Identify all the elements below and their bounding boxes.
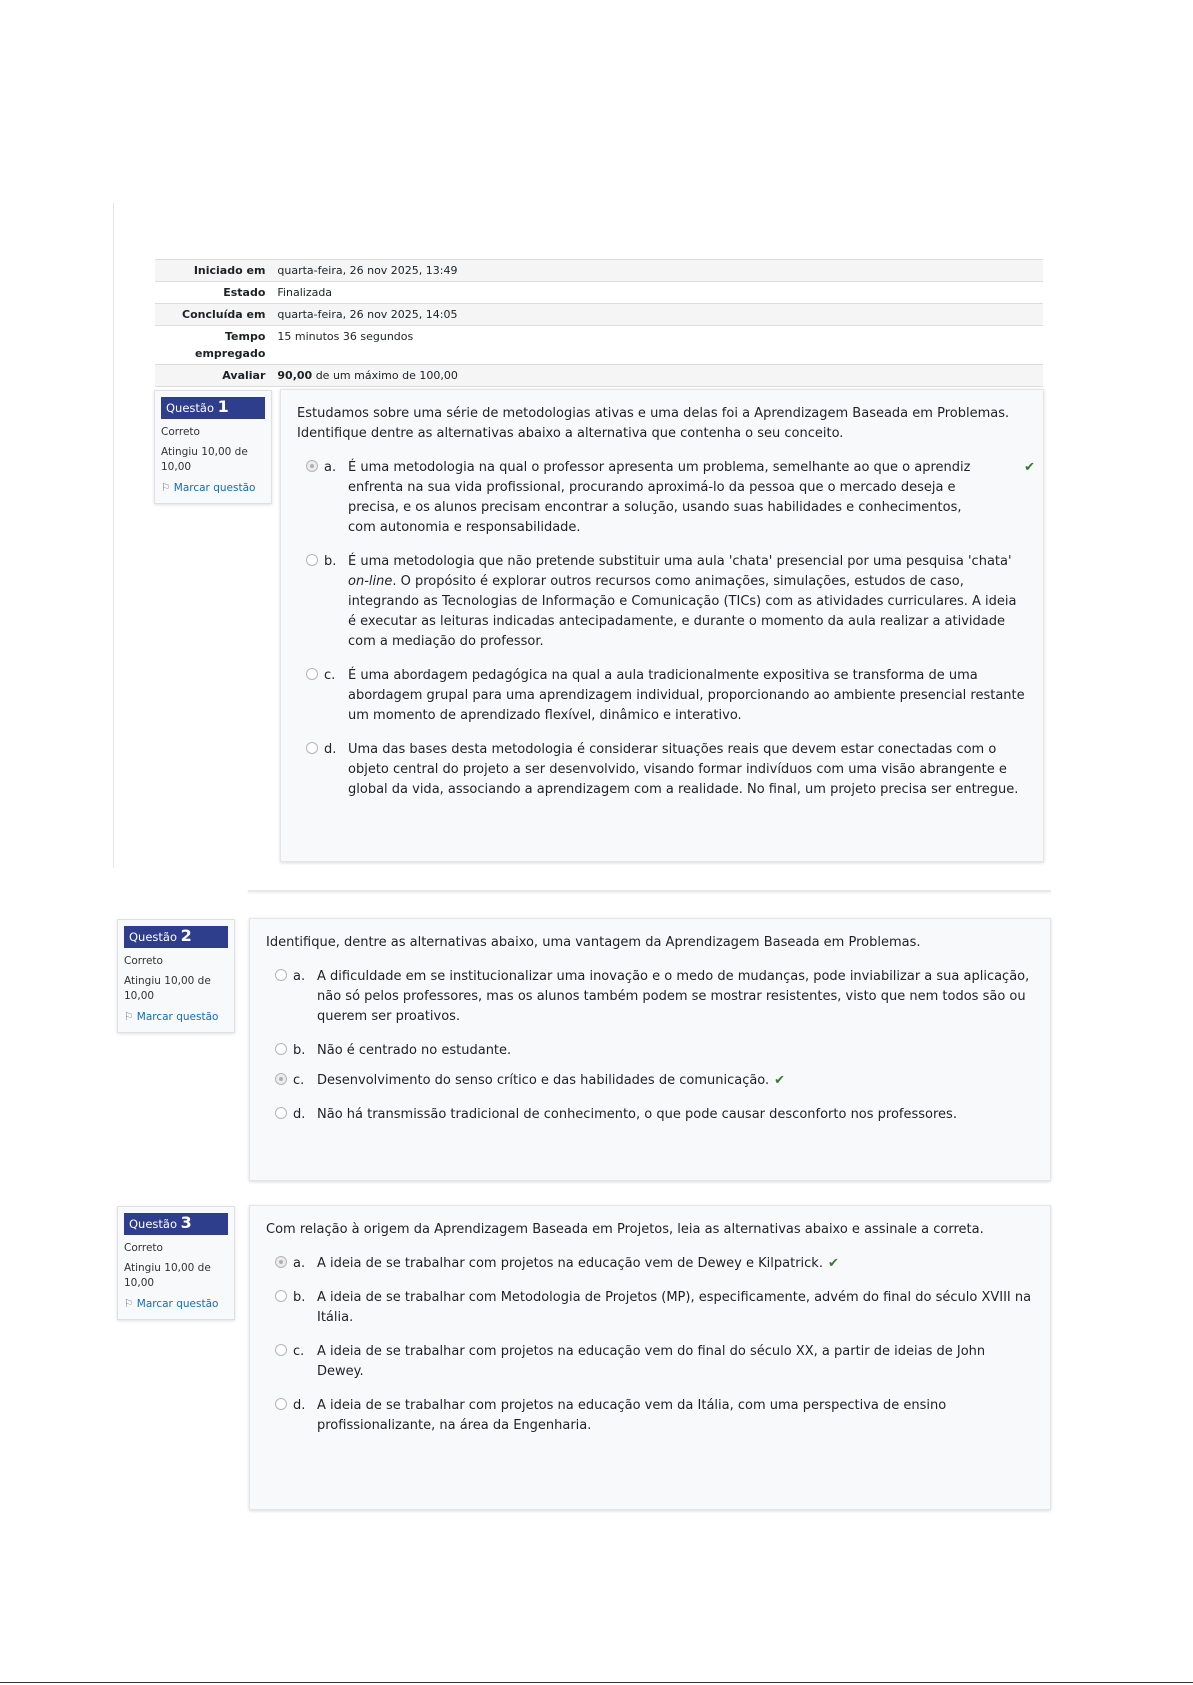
answer-text: É uma metodologia na qual o professor apresenta um problema, semelhante ao que o aprendiz enfrenta na sua vida profissional, procurando aproximá-lo da pessoa que o mercado deseja e precisa, e os alunos precisam encontrar a solução, usando suas habilidades e conhecimentos, com autonomia e responsabilidade. [348,460,971,535]
flag-question-link[interactable] [124,1010,228,1024]
question-number: 1 [217,397,229,416]
summary-value: quarta-feira, 26 nov 2025, 13:49 [277,264,458,277]
check-icon: ✔ [827,1256,839,1271]
question-number-badge [124,1213,228,1235]
question-state: Correto [161,426,200,438]
grade-max: de um máximo de 100,00 [315,369,458,382]
summary-value [271,365,1043,387]
grade-score: 90,00 [277,369,313,382]
question-content-3 [249,1205,1051,1510]
flag-icon: ⚐ [124,1298,134,1310]
answer-option[interactable] [297,552,1027,652]
answer-text: A ideia de se trabalhar com projetos na educação vem do final do século XX, a partir de ideias de John Dewey. [317,1344,986,1379]
radio-button[interactable] [275,1290,287,1302]
radio-button[interactable] [275,1107,287,1119]
summary-label: Estado [223,286,266,299]
radio-button[interactable] [275,1344,287,1356]
radio-button[interactable] [306,668,318,680]
question-info-3 [117,1206,235,1320]
question-text: Com relação à origem da Aprendizagem Baseada em Projetos, leia as alternativas abaixo e assinale a correta. [266,1222,984,1237]
question-label: Questão [166,401,214,415]
question-content-1 [280,389,1044,862]
flag-label: Marcar questão [136,1298,219,1310]
answer-letter: a. [293,1256,306,1271]
radio-button[interactable] [275,1398,287,1410]
answer-text: A ideia de se trabalhar com Metodologia de Projetos (MP), especificamente, advém do final do século XVIII na Itália. [317,1290,1032,1325]
answer-text: A dificuldade em se institucionalizar uma inovação e o medo de mudanças, pode inviabilizar a sua aplicação, não só pelos professores, mas os alunos também podem se mostrar resistentes, visto que nem todos são ou querem ser proativos. [317,969,1030,1024]
question-content-2 [249,918,1051,1181]
question-number: 2 [180,926,192,945]
summary-value: 15 minutos 36 segundos [277,330,414,343]
question-number-badge [161,397,265,419]
answer-letter: d. [293,1398,306,1413]
question-number-badge [124,926,228,948]
answer-text [317,1254,1034,1274]
radio-button[interactable] [275,1073,287,1085]
answer-text-part: Desenvolvimento do senso crítico e das habilidades de comunicação. [317,1073,770,1088]
answer-text: A ideia de se trabalhar com projetos na educação vem da Itália, com uma perspectiva de ensino profissionalizante, na área da Engenharia. [317,1398,947,1433]
check-icon: ✔ [1024,460,1035,475]
question-label: Questão [129,930,177,944]
summary-value: Finalizada [277,286,333,299]
answer-text: É uma abordagem pedagógica na qual a aula tradicionalmente expositiva se transforma de uma abordagem grupal para uma aprendizagem individual, proporcionando ao ambiente presencial restante um momento de aprendizado flexível, dinâmico e interativo. [348,668,1025,723]
question-grade: Atingiu 10,00 de 10,00 [161,446,248,473]
summary-label: Avaliar [222,369,266,382]
answer-text: Não é centrado no estudante. [317,1043,512,1058]
question-text: Identifique, dentre as alternativas abaixo, uma vantagem da Aprendizagem Baseada em Problemas. [266,935,921,950]
summary-row [155,304,1043,326]
radio-button[interactable] [306,460,318,472]
radio-button[interactable] [306,742,318,754]
answer-option[interactable] [266,1254,1034,1274]
question-state: Correto [124,1242,163,1254]
answer-letter: b. [324,554,337,569]
summary-label: Iniciado em [193,264,266,277]
check-icon: ✔ [774,1073,786,1088]
flag-icon: ⚐ [161,482,171,494]
summary-value: quarta-feira, 26 nov 2025, 14:05 [277,308,458,321]
question-info-1 [154,390,272,504]
summary-row [155,282,1043,304]
question-text: Estudamos sobre uma série de metodologias ativas e uma delas foi a Aprendizagem Baseada em Problemas. Identifique dentre as alternativas abaixo a alternativa que contenha o seu conceito. [297,406,1010,441]
question-grade: Atingiu 10,00 de 10,00 [124,975,211,1002]
answer-letter: b. [293,1290,306,1305]
summary-label: Tempo empregado [195,330,266,360]
question-state: Correto [124,955,163,967]
answer-letter: b. [293,1043,306,1058]
summary-row [155,260,1043,282]
answer-option[interactable] [266,1396,1034,1436]
page-bottom-border [0,1682,1193,1683]
flag-label: Marcar questão [136,1011,219,1023]
flag-icon: ⚐ [124,1011,134,1023]
question-info-2 [117,919,235,1033]
answer-text: Não há transmissão tradicional de conhecimento, o que pode causar desconforto nos professores. [317,1107,957,1122]
summary-label: Concluída em [182,308,266,321]
attempt-summary-table [155,259,1043,387]
answer-option[interactable] [266,1105,1034,1125]
summary-row [155,326,1043,365]
answer-text-part: A ideia de se trabalhar com projetos na educação vem de Dewey e Kilpatrick. [317,1256,823,1271]
answer-option[interactable] [266,967,1034,1027]
answer-option[interactable] [297,740,1027,800]
answer-text-part: . O propósito é explorar outros recursos como animações, simulações, estudos de caso, integrando as Tecnologias de Informação e Comunicação (TICs) com as atividades curriculares. A ideia é executar as leituras indicadas antecipadamente, e durante o momento da aula realizar a atividade com a mediação do professor. [348,574,1017,649]
answer-option[interactable] [266,1288,1034,1328]
radio-button[interactable] [275,1043,287,1055]
answer-text-part: É uma metodologia que não pretende substituir uma aula 'chata' presencial por uma pesquisa 'chata' [348,554,1012,569]
page-frame-line [113,203,114,868]
answer-text: Uma das bases desta metodologia é considerar situações reais que devem estar conectadas com o objeto central do projeto a ser desenvolvido, visando formar indivíduos com uma visão abrangente e global da vida, associando a aprendizagem com a realidade. No final, um projeto precisa ser entregue. [348,742,1019,797]
summary-row [155,365,1043,387]
radio-button[interactable] [275,1256,287,1268]
answer-letter: c. [293,1344,305,1359]
radio-button[interactable] [306,554,318,566]
radio-button[interactable] [275,969,287,981]
answer-option[interactable] [297,458,1035,538]
section-divider [248,890,1051,892]
answer-text-italic: on-line [348,574,393,589]
question-grade: Atingiu 10,00 de 10,00 [124,1262,211,1289]
question-number: 3 [180,1213,192,1232]
question-label: Questão [129,1217,177,1231]
answer-letter: c. [324,668,336,683]
answer-option[interactable] [266,1342,1034,1382]
answer-letter: c. [293,1073,305,1088]
flag-label: Marcar questão [173,482,256,494]
answer-letter: a. [324,460,337,475]
answer-letter: d. [293,1107,306,1122]
answer-text [317,1071,1034,1091]
answer-option[interactable] [266,1071,1034,1091]
answer-option[interactable] [266,1041,1034,1061]
answer-text [348,552,1027,652]
flag-question-link[interactable] [161,481,265,495]
answer-letter: a. [293,969,306,984]
answer-letter: d. [324,742,337,757]
answer-option[interactable] [297,666,1027,726]
flag-question-link[interactable] [124,1297,228,1311]
